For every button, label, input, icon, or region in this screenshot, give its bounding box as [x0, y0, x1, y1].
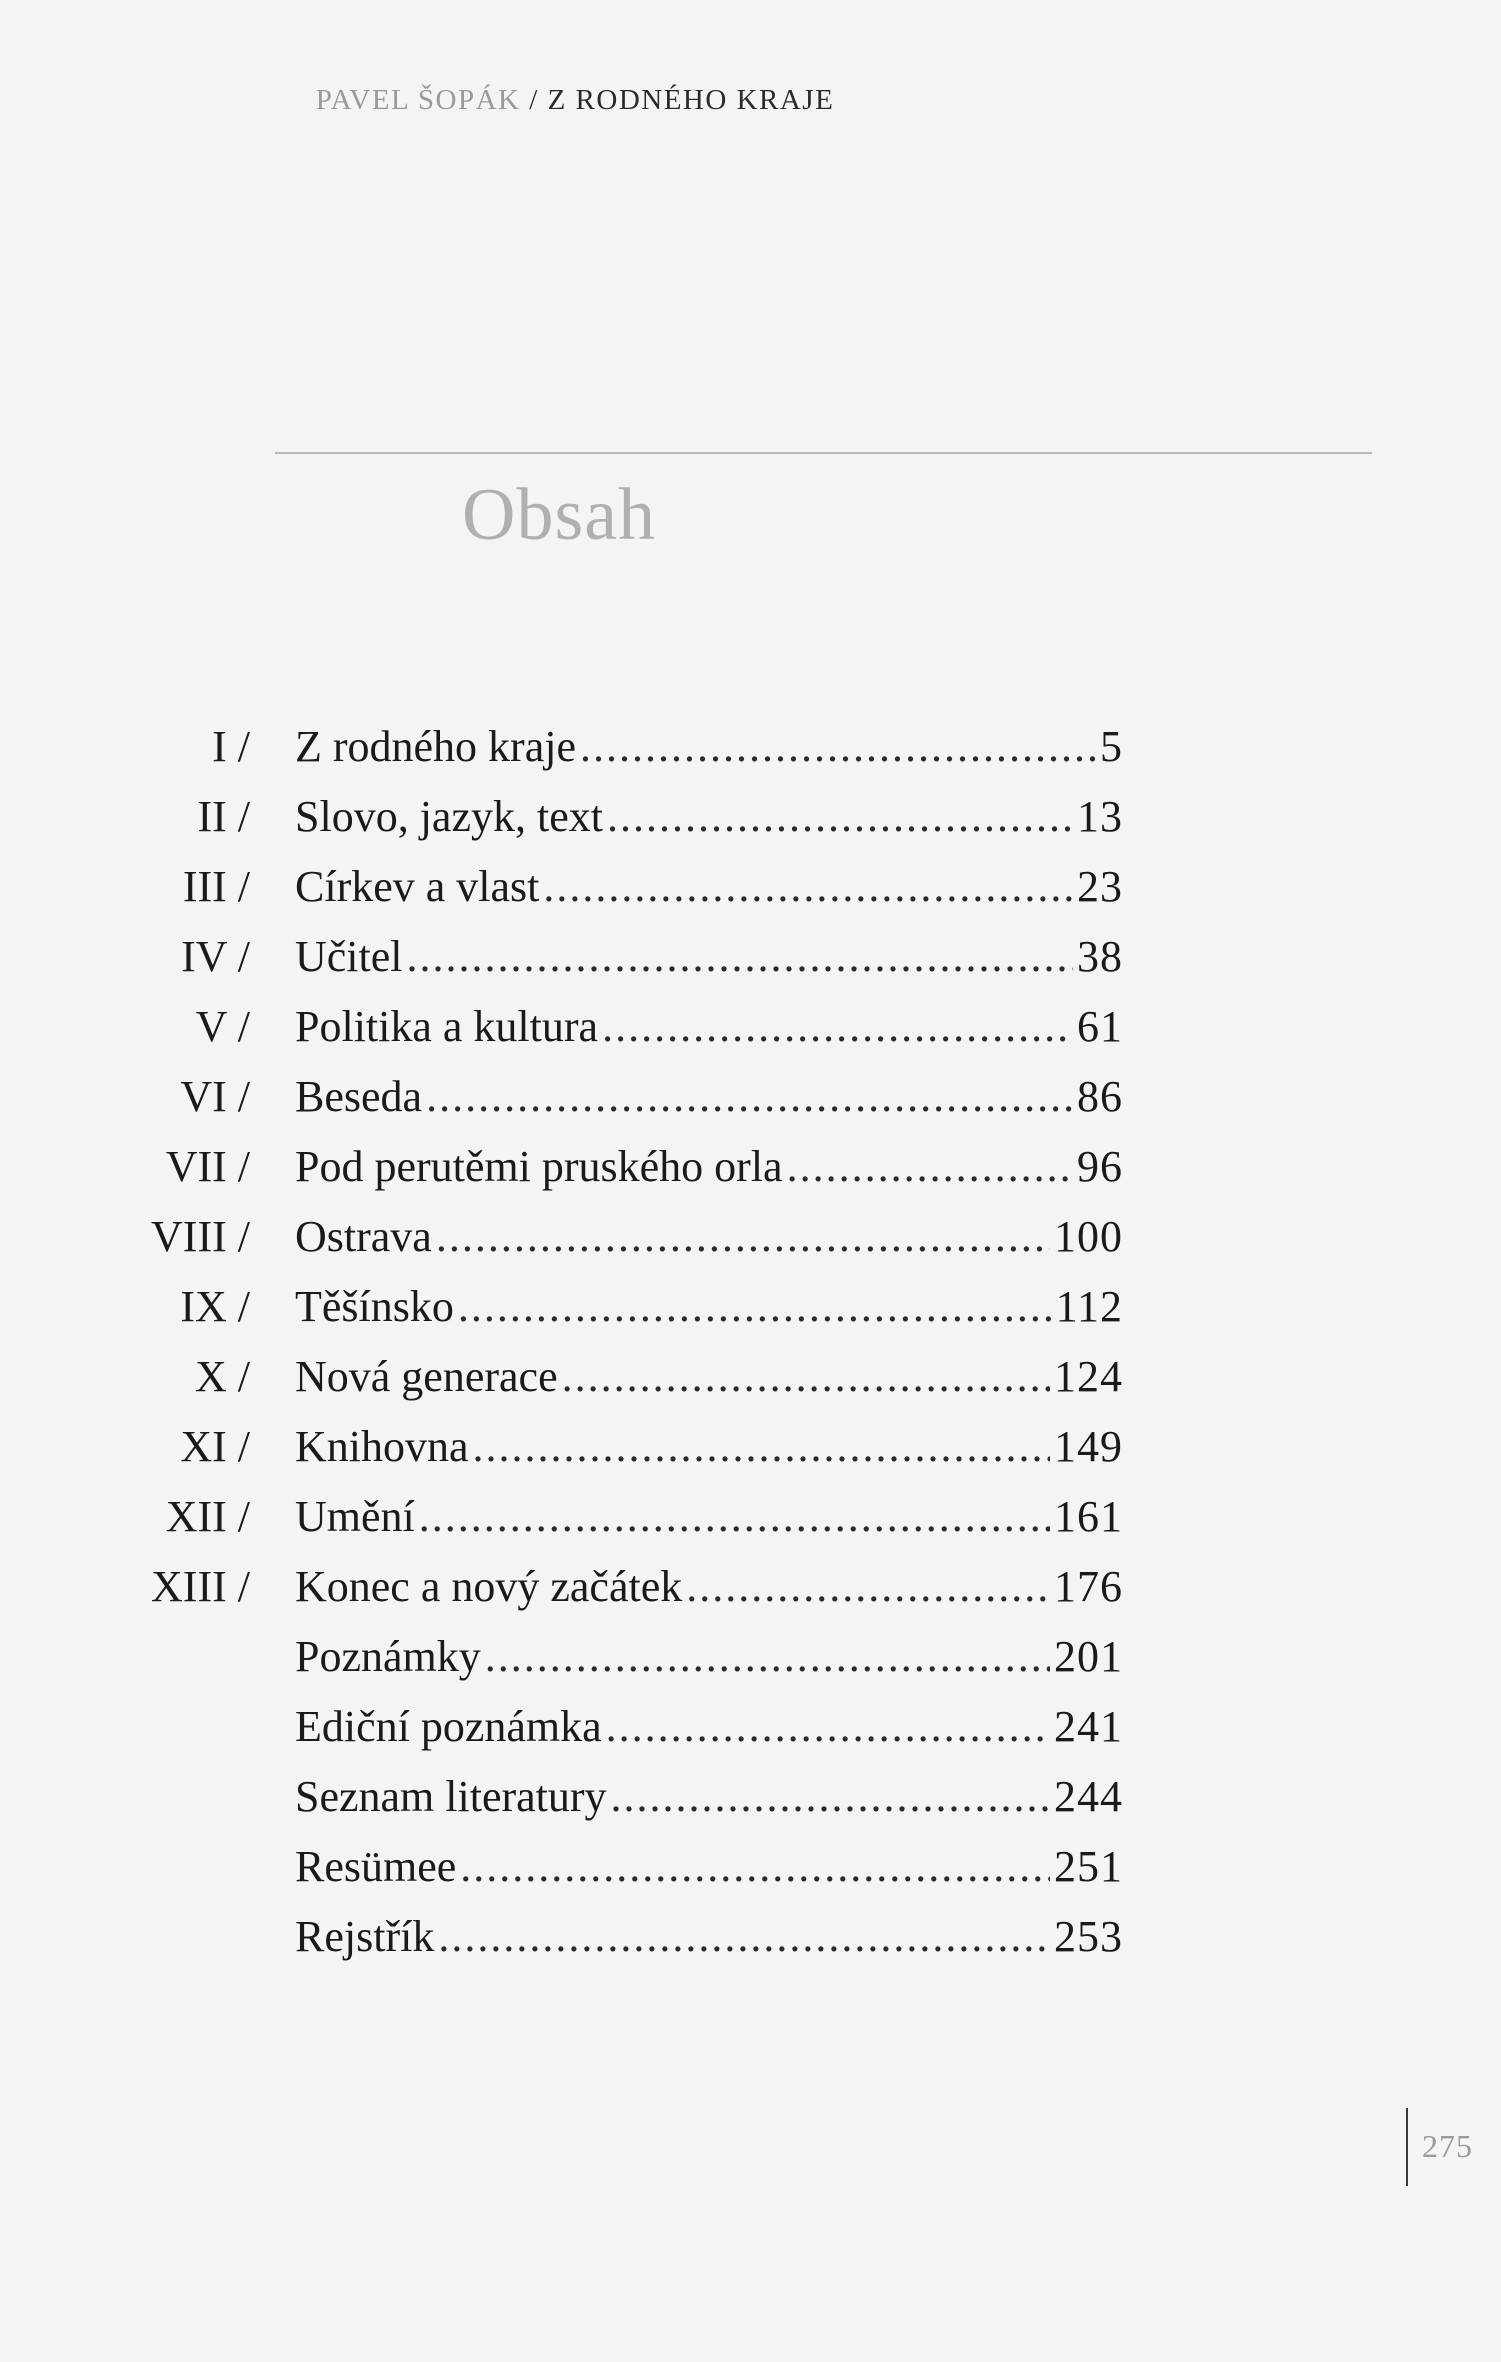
- toc-page-number: 5: [1100, 722, 1123, 771]
- toc-leader-dots: [606, 1692, 1050, 1762]
- toc-entry: [295, 1062, 1123, 1132]
- table-of-contents: [0, 712, 1501, 1972]
- toc-leader-dots: [419, 1482, 1050, 1552]
- toc-chapter-title: Ediční poznámka: [295, 1702, 602, 1751]
- toc-entry: [295, 1272, 1123, 1342]
- toc-chapter-title: Umění: [295, 1492, 415, 1541]
- toc-chapter-title: Beseda: [295, 1072, 423, 1121]
- toc-chapter-number: VI /: [180, 1072, 250, 1121]
- toc-chapter-title: Knihovna: [295, 1422, 469, 1471]
- toc-entry: [295, 1342, 1123, 1412]
- toc-leader-dots: [436, 1202, 1050, 1272]
- toc-entry: [295, 852, 1123, 922]
- toc-chapter-number: XII /: [165, 1492, 250, 1541]
- toc-entry: [295, 1132, 1123, 1202]
- toc-row: [0, 1622, 1501, 1692]
- toc-leader-dots: [473, 1412, 1050, 1482]
- toc-chapter-number: III /: [182, 862, 250, 911]
- toc-chapter-title: Seznam literatury: [295, 1772, 607, 1821]
- toc-row: [0, 1272, 1501, 1342]
- toc-entry: [295, 782, 1123, 852]
- toc-row: [0, 1062, 1501, 1132]
- toc-chapter-title: Resümee: [295, 1842, 457, 1891]
- toc-entry: [295, 1902, 1123, 1972]
- folio-bar: [1406, 2108, 1408, 2186]
- toc-row: [0, 1342, 1501, 1412]
- running-head: [0, 84, 1150, 117]
- page-title: Obsah: [462, 474, 657, 556]
- toc-page-number: 124: [1054, 1352, 1123, 1401]
- toc-chapter-title: Poznámky: [295, 1632, 481, 1681]
- toc-entry: [295, 1832, 1123, 1902]
- toc-row: [0, 712, 1501, 782]
- toc-page-number: 161: [1054, 1492, 1123, 1541]
- running-head-separator: /: [520, 84, 548, 116]
- toc-row: [0, 1412, 1501, 1482]
- toc-entry: [295, 1692, 1123, 1762]
- toc-chapter-number: X /: [195, 1352, 250, 1401]
- toc-chapter-number: VII /: [165, 1142, 250, 1191]
- heading-rule: [275, 452, 1372, 454]
- toc-chapter-title: Slovo, jazyk, text: [295, 792, 603, 841]
- toc-chapter-title: Těšínsko: [295, 1282, 454, 1331]
- toc-entry: [295, 1552, 1123, 1622]
- toc-entry: [295, 712, 1123, 782]
- toc-chapter-number: VIII /: [151, 1212, 250, 1261]
- toc-chapter-number: IX /: [180, 1282, 250, 1331]
- toc-chapter-title: Konec a nový začátek: [295, 1562, 683, 1611]
- toc-row: [0, 1552, 1501, 1622]
- toc-leader-dots: [426, 1062, 1073, 1132]
- toc-leader-dots: [407, 922, 1073, 992]
- toc-entry: [295, 1482, 1123, 1552]
- toc-chapter-title: Nová generace: [295, 1352, 558, 1401]
- toc-row: [0, 1832, 1501, 1902]
- toc-page-number: 13: [1077, 792, 1123, 841]
- running-head-author: PAVEL ŠOPÁK: [315, 84, 521, 116]
- toc-page-number: 112: [1055, 1282, 1123, 1331]
- running-head-book-title: Z RODNÉHO KRAJE: [547, 84, 835, 116]
- toc-entry: [295, 1202, 1123, 1272]
- toc-chapter-title: Rejstřík: [295, 1912, 435, 1961]
- toc-chapter-title: Politika a kultura: [295, 1002, 599, 1051]
- toc-row: [0, 1762, 1501, 1832]
- toc-row: [0, 1902, 1501, 1972]
- toc-page-number: 149: [1054, 1422, 1123, 1471]
- toc-row: [0, 1202, 1501, 1272]
- toc-entry: [295, 1412, 1123, 1482]
- toc-leader-dots: [438, 1902, 1050, 1972]
- toc-row: [0, 922, 1501, 992]
- toc-row: [0, 1692, 1501, 1762]
- toc-row: [0, 852, 1501, 922]
- toc-entry: [295, 1762, 1123, 1832]
- toc-chapter-number: IV /: [181, 932, 250, 981]
- toc-page-number: 241: [1054, 1702, 1123, 1751]
- toc-page-number: 176: [1054, 1562, 1123, 1611]
- toc-leader-dots: [543, 852, 1073, 922]
- toc-chapter-number: II /: [197, 792, 250, 841]
- toc-leader-dots: [562, 1342, 1050, 1412]
- toc-page-number: 201: [1054, 1632, 1123, 1681]
- toc-page-number: 96: [1077, 1142, 1123, 1191]
- toc-chapter-title: Pod perutěmi pruského orla: [295, 1142, 783, 1191]
- toc-leader-dots: [602, 992, 1073, 1062]
- toc-leader-dots: [580, 712, 1096, 782]
- toc-leader-dots: [485, 1622, 1050, 1692]
- toc-chapter-number: XI /: [180, 1422, 250, 1471]
- toc-row: [0, 1132, 1501, 1202]
- page-number: 275: [1422, 2128, 1473, 2164]
- toc-leader-dots: [458, 1272, 1052, 1342]
- toc-page-number: 23: [1077, 862, 1123, 911]
- toc-chapter-title: Církev a vlast: [295, 862, 540, 911]
- toc-leader-dots: [787, 1132, 1073, 1202]
- toc-page-number: 61: [1077, 1002, 1123, 1051]
- toc-row: [0, 1482, 1501, 1552]
- toc-leader-dots: [460, 1832, 1050, 1902]
- toc-entry: [295, 922, 1123, 992]
- toc-page-number: 86: [1077, 1072, 1123, 1121]
- toc-chapter-title: Ostrava: [295, 1212, 432, 1261]
- toc-entry: [295, 992, 1123, 1062]
- toc-page-number: 100: [1054, 1212, 1123, 1261]
- toc-entry: [295, 1622, 1123, 1692]
- toc-chapter-number: XIII /: [151, 1562, 250, 1611]
- toc-page-number: 253: [1054, 1912, 1123, 1961]
- toc-leader-dots: [607, 782, 1073, 852]
- toc-chapter-title: Z rodného kraje: [295, 722, 576, 771]
- toc-page-number: 38: [1077, 932, 1123, 981]
- toc-chapter-number: I /: [212, 722, 250, 771]
- toc-row: [0, 992, 1501, 1062]
- toc-leader-dots: [686, 1552, 1050, 1622]
- toc-page-number: 244: [1054, 1772, 1123, 1821]
- toc-chapter-title: Učitel: [295, 932, 403, 981]
- toc-row: [0, 782, 1501, 852]
- toc-page-number: 251: [1054, 1842, 1123, 1891]
- toc-leader-dots: [611, 1762, 1050, 1832]
- toc-chapter-number: V /: [195, 1002, 250, 1051]
